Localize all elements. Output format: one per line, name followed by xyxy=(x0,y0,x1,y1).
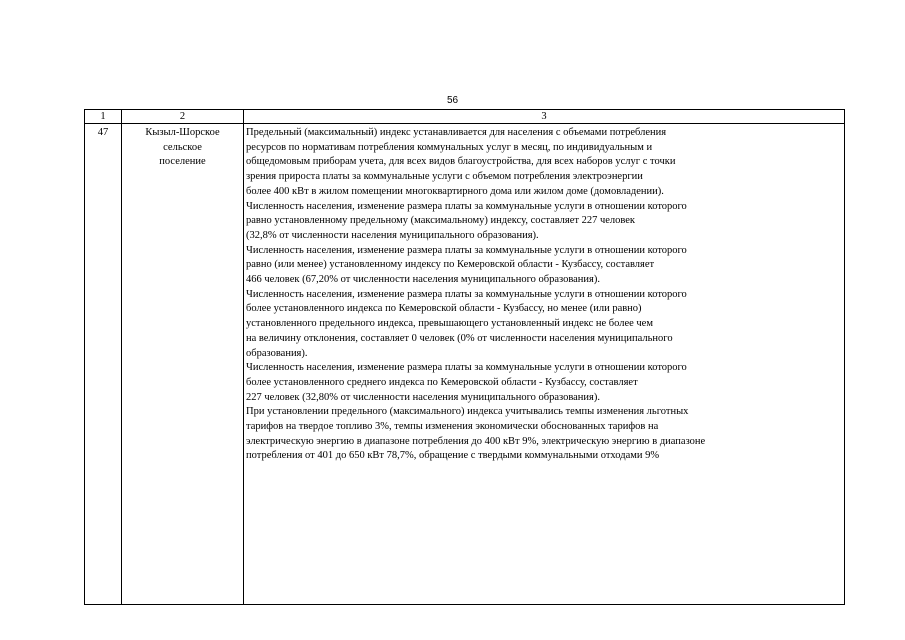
description-line: образования). xyxy=(246,347,308,359)
description-line: 227 человек (32,80% от численности населения муниципального образования). xyxy=(246,391,601,403)
table-row xyxy=(85,124,845,605)
description-line: Численность населения, изменение размера платы за коммунальные услуги в отношении которого xyxy=(246,244,687,256)
description-line: (32,8% от численности населения муниципального образования). xyxy=(246,229,539,241)
header-cell-3: 3 xyxy=(244,110,845,124)
row-number-cell: 47 xyxy=(85,124,122,605)
table-header-row xyxy=(85,110,845,124)
description-cell xyxy=(244,124,845,605)
description-line: Численность населения, изменение размера платы за коммунальные услуги в отношении которого xyxy=(246,362,687,374)
description-line: общедомовым приборам учета, для всех видов благоустройства, для всех наборов услуг с точки xyxy=(246,156,676,168)
settlement-name-line: поселение xyxy=(159,156,206,168)
description-line: Предельный (максимальный) индекс устанавливается для населения с объемами потребления xyxy=(246,127,667,138)
description-line: Численность населения, изменение размера платы за коммунальные услуги в отношении которого xyxy=(246,200,687,212)
page-number: 56 xyxy=(446,95,459,106)
description-line: равно установленному предельному (максимальному) индексу, составляет 227 человек xyxy=(246,215,636,227)
description-line: зрения прироста платы за коммунальные услуги с объемом потребления электроэнергии xyxy=(246,171,643,183)
description-line: равно (или менее) установленному индексу по Кемеровской области - Кузбассу, составляет xyxy=(246,259,655,271)
settlement-name-line: сельское xyxy=(163,141,202,153)
data-table xyxy=(84,109,845,605)
header-cell-1: 1 xyxy=(85,110,122,124)
description-line: ресурсов по нормативам потребления коммунальных услуг в месяц, по индивидуальным и xyxy=(246,141,653,153)
header-cell-2: 2 xyxy=(122,110,244,124)
description-line: более установленного индекса по Кемеровской области - Кузбассу, но менее (или равно) xyxy=(246,303,642,315)
description-line: тарифов на твердое топливо 3%, темпы изменения экономически обоснованных тарифов на xyxy=(246,421,659,433)
description-line: 466 человек (67,20% от численности населения муниципального образования). xyxy=(246,274,601,286)
description-line: Численность населения, изменение размера платы за коммунальные услуги в отношении которого xyxy=(246,288,687,300)
settlement-name-line: Кызыл-Шорское xyxy=(145,127,220,138)
description-line: на величину отклонения, составляет 0 человек (0% от численности населения муниципального xyxy=(246,332,673,344)
description-line: более установленного среднего индекса по Кемеровской области - Кузбассу, составляет xyxy=(246,376,638,388)
settlement-name-cell xyxy=(122,124,244,605)
description-line: электрическую энергию в диапазоне потребления до 400 кВт 9%, электрическую энергию в диапазоне xyxy=(246,435,706,447)
description-line: установленного предельного индекса, превышающего установленный индекс не более чем xyxy=(246,318,653,330)
description-line: потребления от 401 до 650 кВт 78,7%, обращение с твердыми коммунальными отходами 9% xyxy=(246,450,660,462)
description-line: более 400 кВт в жилом помещении многоквартирного дома или жилом доме (домовладении). xyxy=(246,185,664,197)
description-line: При установлении предельного (максимального) индекса учитывались темпы изменения льготных xyxy=(246,406,689,418)
